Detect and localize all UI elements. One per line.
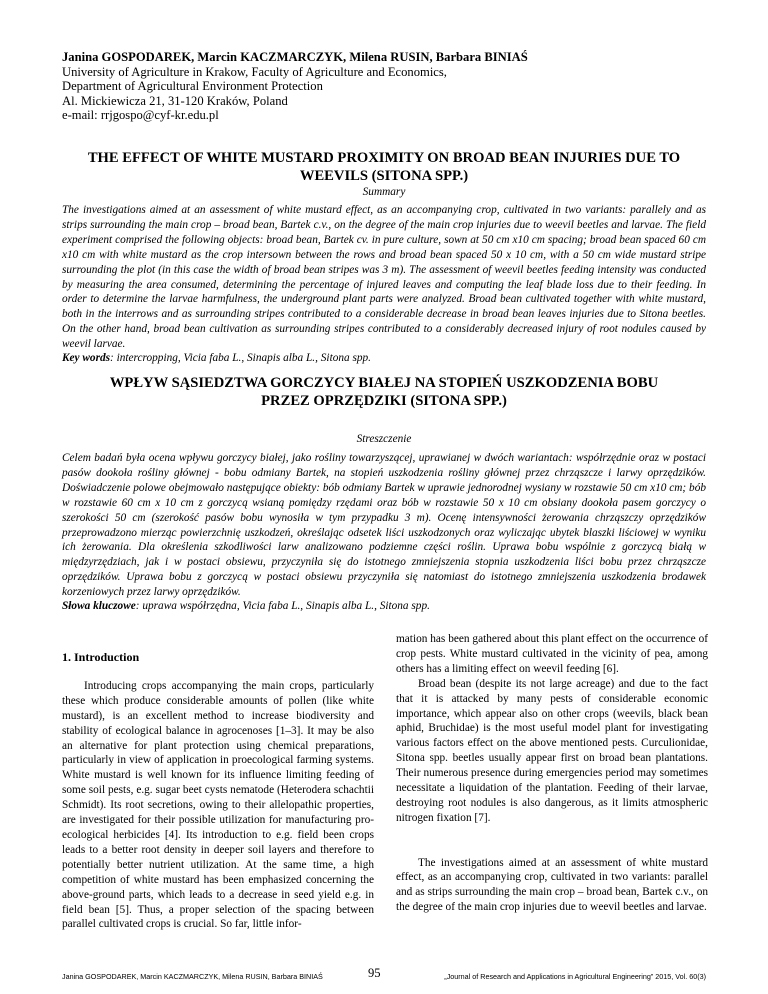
keywords-line [62, 351, 706, 366]
left-column [62, 650, 374, 932]
keywords-text: : intercropping, Vicia faba L., Sinapis alba L., Sitona spp. [110, 352, 371, 364]
paragraph-spacer [396, 841, 708, 856]
footer-journal: „Journal of Research and Applications in Agricultural Engineering” 2015, Vol. 60(3) [444, 972, 706, 981]
right-paragraph-3: The investigations aimed at an assessment of white mustard effect, as an accompanying crop, cultivated in two variants: parallel and as strips surrounding the main crop – broad bean, Bartek c.v., on the degree of the main crop injuries due to weevil beetles and larvae. [396, 856, 708, 914]
page-number: 95 [368, 966, 381, 980]
affiliation-address: Al. Mickiewicza 21, 31-120 Kraków, Poland [62, 93, 288, 108]
paragraph-spacer [396, 826, 708, 841]
footer-authors: Janina GOSPODAREK, Marcin KACZMARCZYK, Milena RUSIN, Barbara BINIAŚ [62, 972, 323, 981]
polish-title-line2: PRZEZ OPRZĘDZIKI (SITONA SPP.) [261, 392, 507, 409]
slowa-kluczowe-label: Słowa kluczowe [62, 600, 136, 612]
polish-title-line1: WPŁYW SĄSIEDZTWA GORCZYCY BIAŁEJ NA STOPIEŃ USZKODZENIA BOBU [109, 375, 659, 391]
right-paragraph-2: Broad bean (despite its not large acreage) and due to the fact that it is attacked by many pests of considerable economic importance, which appear also on other crops (weevils, black bean aphid, Bruchidae) is the most useful model plant for investigating various factors effect on the above mentioned pests. Curculionidae, Sitona spp. beetles usually appear first on broad bean plantations. Their numerous presence during emergencies period may sometimes necessitate a liquidation of the plantation. Feeding of their larvae, destroying root nodules is also dangerous, as it limits atmospheric nitrogen fixation [7]. [396, 677, 708, 824]
affiliation-university: University of Agriculture in Krakow, Faculty of Agriculture and Economics, [62, 64, 447, 79]
author-block [62, 50, 528, 123]
summary-text: The investigations aimed at an assessment of white mustard effect, as an accompanying crop, cultivated in two variants: parallely and as strips surrounding the main crop – broad bean, Bartek c.v., on the degree of the main crop injuries due to weevil beetles and larvae. The field experiment comprised the following objects: broad bean, Bartek cv. in pure culture, sown at 50 cm x10 cm spacing; broad bean spaced 60 cm x10 cm with white mustard as the crop intersown between the rows and broad bean spaced 50 x 10 cm, with a 50 cm wide mustard stripe surrounding the plot (in this case the width of broad bean stripes was 3 m). The assessment of weevil beetles feeding intensity was conducted by measuring the area consumed, determining the percentage of injured leaves and computing the leaf blade loss due to their feeding. In order to determine the larvae harmfulness, the underground plant parts were analyzed. Broad bean cultivated together with white mustard, both in the interrows and as surrounding stripes contributed to a considerable decrease in broad bean leaves injuries due to Sitona beetles. On the other hand, broad bean cultivation as surrounding stripes contributed to a considerably decreased injury of root nodules caused by weevil larvae. [62, 204, 706, 351]
paper-title-polish [62, 375, 706, 410]
paper-title-english: THE EFFECT OF WHITE MUSTARD PROXIMITY ON BROAD BEAN INJURIES DUE TO WEEVILS (SITONA SPP.) [87, 150, 681, 184]
slowa-kluczowe-line [62, 599, 706, 614]
right-column [396, 632, 708, 915]
affiliation-department: Department of Agricultural Environment Protection [62, 79, 323, 94]
keywords-label: Key words [62, 352, 111, 364]
introduction-paragraph: Introducing crops accompanying the main crops, particularly these which produce considerable amounts of pollen (like white mustard), is an excellent method to increase biodiversity and stability of ecological balance in agrocenoses [1–3]. It may be also an alternative for plant protection using chemical preparations, particularly in view of application in proecological farming systems. White mustard is well known for its influence limiting feeding of some soil pests, e.g. sugar beet cysts nematode (Heterodera schachtii Schmidt). Its root secretions, owing to their allelopathic properties, are investigated for their possible utilization for manufacturing pro-ecological herbicides [4]. Its introduction to e.g. field been crops leads to a better root density in deeper soil layers and therefore to potentially better nutrient utilization. At the same time, a high competition of white mustard has been emphasized concerning the above-ground parts, which leads to a decrease in seed yield e.g. in field bean [5]. Thus, a proper selection of the spacing between parallel cultivated crops is crucial. So far, little infor- [62, 679, 374, 931]
right-paragraph-1: mation has been gathered about this plant effect on the occurrence of crop pests. White mustard cultivated in the vicinity of pea, among others has a limiting effect on weevil feeding [6]. [396, 633, 708, 675]
slowa-kluczowe-text: : uprawa współrzędna, Vicia faba L., Sinapis alba L., Sitona spp. [135, 600, 430, 612]
section-heading-introduction: 1. Introduction [62, 650, 140, 664]
streszczenie-heading: Streszczenie [356, 433, 412, 445]
streszczenie-text: Celem badań była ocena wpływu gorczycy białej, jako rośliny towarzyszącej, uprawianej w dwóch wariantach: współrzędnie oraz w postaci pasów dookoła rośliny głównej - bobu odmiany Bartek, na stopień uszkodzenia rośliny głównej przez chrząszcze i larwy oprzędzików. Doświadczenie polowe obejmowało następujące obiekty: bób odmiany Bartek w uprawie jednorodnej wysiany w rozstawie 50 cm x10 cm; bób w rozstawie 60 cm x 10 cm z gorczycą wsianą pomiędzy rzędami oraz bób w rozstawie 50 x 10 cm obsiany dookoła pasem gorczycy o szerokości 50 cm (szerokość pasów bobu wynosiła w tym przypadku 3 m). Ocenę intensywności żerowania chrząszczy oprzędzików przeprowadzono mierząc powierzchnię uszkodzeń, określając odsetek liści uszkodzonych oraz wyliczając ubytek blaszki liściowej w wyniku ich żerowania. Dla określenia szkodliwości larw analizowano podziemne części roślin. Uprawa bobu wspólnie z gorczycą białą w międzyrzędziach, jak i w postaci obsiewu, przyczyniła się do istotnego zmniejszenia stopnia uszkodzenia liści bobu przez chrząszcze oprzędzików. Uprawa bobu z gorczycą w postaci obsiewu przyczyniła się natomiast do istotnego zmniejszenia uszkodzenia brodawek korzeniowych przez larwy oprzędzików. [62, 452, 706, 599]
author-names: Janina GOSPODAREK, Marcin KACZMARCZYK, Milena RUSIN, Barbara BINIAŚ [62, 50, 528, 64]
summary-heading: Summary [362, 186, 406, 198]
author-email: e-mail: rrjgospo@cyf-kr.edu.pl [62, 108, 219, 123]
